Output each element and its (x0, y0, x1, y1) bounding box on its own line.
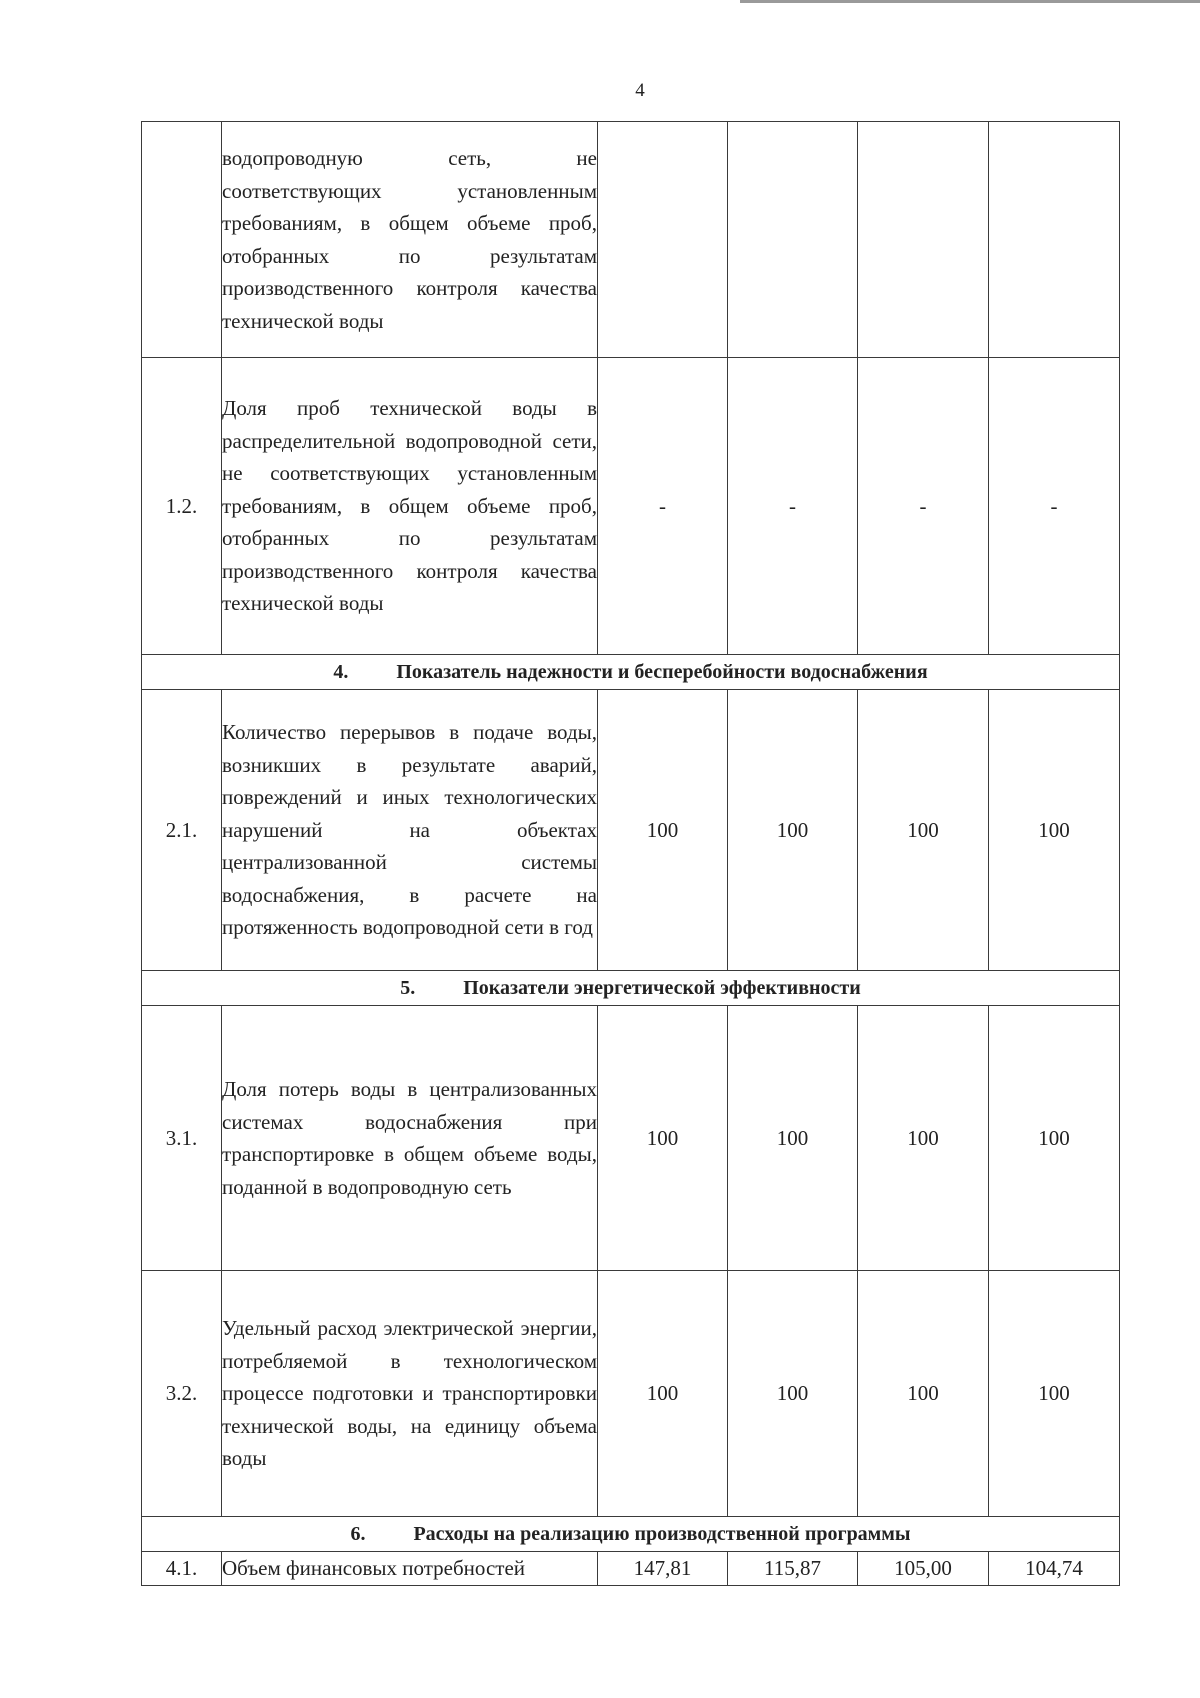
value-cell (989, 122, 1120, 358)
indicator-description: водопроводную сеть, не соответствующих установленным требованиям, в общем объеме проб, отобранных по результатам производственного контроля качества технической воды (222, 122, 598, 358)
section-title: 4. Показатель надежности и бесперебойности водоснабжения (142, 655, 1120, 690)
value-cell (728, 122, 858, 358)
value-cell: 100 (728, 1006, 858, 1271)
row-number (142, 122, 222, 358)
section-header-row (142, 655, 1120, 690)
row-number: 3.1. (142, 1006, 222, 1271)
value-cell: - (728, 358, 858, 655)
section-header-row (142, 971, 1120, 1006)
table-row (142, 1552, 1120, 1586)
table-row (142, 690, 1120, 971)
scan-edge (740, 0, 1200, 3)
indicators-table (141, 121, 1120, 1586)
value-cell: 100 (989, 690, 1120, 971)
row-number: 1.2. (142, 358, 222, 655)
value-cell: 100 (858, 1006, 989, 1271)
value-cell: 147,81 (598, 1552, 728, 1586)
indicator-description: Доля проб технической воды в распределительной водопроводной сети, не соответствующих установленным требованиям, в общем объеме проб, отобранных по результатам производственного контроля качества технической воды (222, 358, 598, 655)
value-cell: - (989, 358, 1120, 655)
page-number: 4 (635, 80, 645, 101)
value-cell: 100 (858, 690, 989, 971)
value-cell: 100 (598, 1006, 728, 1271)
value-cell: 105,00 (858, 1552, 989, 1586)
value-cell: 100 (598, 690, 728, 971)
table-row (142, 1006, 1120, 1271)
value-cell: - (598, 358, 728, 655)
value-cell: 100 (989, 1006, 1120, 1271)
value-cell: 115,87 (728, 1552, 858, 1586)
value-cell: 100 (728, 1271, 858, 1517)
value-cell: 104,74 (989, 1552, 1120, 1586)
indicator-description: Доля потерь воды в централизованных системах водоснабжения при транспортировке в общем объеме воды, поданной в водопроводную сеть (222, 1006, 598, 1271)
table-row (142, 358, 1120, 655)
table-row (142, 122, 1120, 358)
indicator-description: Количество перерывов в подаче воды, возникших в результате аварий, повреждений и иных технологических нарушений на объектах централизованной системы водоснабжения, в расчете на протяженность водопроводной сети в год (222, 690, 598, 971)
indicator-description: Удельный расход электрической энергии, потребляемой в технологическом процессе подготовки и транспортировки технической воды, на единицу объема воды (222, 1271, 598, 1517)
value-cell: - (858, 358, 989, 655)
value-cell: 100 (728, 690, 858, 971)
value-cell (858, 122, 989, 358)
value-cell (598, 122, 728, 358)
value-cell: 100 (598, 1271, 728, 1517)
row-number: 4.1. (142, 1552, 222, 1586)
row-number: 2.1. (142, 690, 222, 971)
indicator-description: Объем финансовых потребностей (222, 1552, 598, 1586)
row-number: 3.2. (142, 1271, 222, 1517)
section-header-row (142, 1517, 1120, 1552)
value-cell: 100 (989, 1271, 1120, 1517)
section-title: 5. Показатели энергетической эффективности (142, 971, 1120, 1006)
value-cell: 100 (858, 1271, 989, 1517)
section-title: 6. Расходы на реализацию производственной программы (142, 1517, 1120, 1552)
table-row (142, 1271, 1120, 1517)
